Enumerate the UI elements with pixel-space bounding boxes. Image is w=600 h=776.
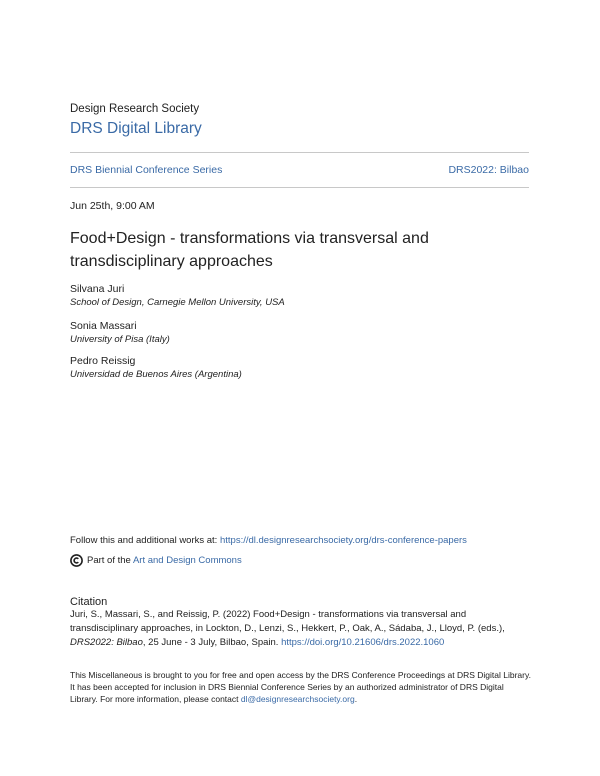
citation-heading: Citation xyxy=(70,596,108,608)
part-of-prefix: Part of the xyxy=(87,555,133,566)
art-design-commons-link[interactable]: Art and Design Commons xyxy=(132,555,242,566)
author-name: Silvana Juri xyxy=(70,283,125,295)
author-name: Pedro Reissig xyxy=(70,355,136,367)
divider-top xyxy=(70,152,529,153)
citation-dates: , 25 June - 3 July, Bilbao, Spain. xyxy=(142,637,282,648)
series-link[interactable]: DRS Biennial Conference Series xyxy=(70,164,223,176)
doi-link[interactable]: https://doi.org/10.21606/drs.2022.1060 xyxy=(281,637,445,648)
session-date: Jun 25th, 9:00 AM xyxy=(70,200,155,212)
access-notice xyxy=(70,669,532,705)
author-name: Sonia Massari xyxy=(70,320,137,332)
notice-end: . xyxy=(354,694,358,704)
author-affiliation: University of Pisa (Italy) xyxy=(70,334,170,345)
collection-url-link[interactable]: https://dl.designresearchsociety.org/drs-conference-papers xyxy=(219,535,467,546)
author-affiliation: School of Design, Carnegie Mellon University, USA xyxy=(70,297,285,308)
citation-text xyxy=(70,608,532,650)
society-name: Design Research Society xyxy=(70,103,200,115)
paper-title: Food+Design - transformations via transversal and transdisciplinary approaches xyxy=(70,230,429,270)
contact-email-link[interactable]: dl@designresearchsociety.org xyxy=(240,694,355,704)
creative-commons-icon xyxy=(70,554,83,567)
citation-body: Juri, S., Massari, S., and Reissig, P. (2022) Food+Design - transformations via transversal and transdisciplinary approaches, in Lockton, D., Lenzi, S., Hekkert, P., Oak, A., Sádaba, J., Lloyd, P. (eds.), xyxy=(70,609,505,634)
library-link[interactable]: DRS Digital Library xyxy=(70,120,202,137)
part-of-line xyxy=(70,554,242,567)
conference-link[interactable]: DRS2022: Bilbao xyxy=(448,164,529,176)
citation-venue: DRS2022: Bilbao xyxy=(70,637,143,648)
notice-text: This Miscellaneous is brought to you for free and open access by the DRS Conference Proceedings at DRS Digital Library. It has been accepted for inclusion in DRS Biennial Conference Series by an authorized administrator of DRS Digital Library. For more information, please contact xyxy=(70,670,531,704)
follow-prefix: Follow this and additional works at: xyxy=(70,535,220,546)
divider-bottom xyxy=(70,187,529,188)
author-affiliation: Universidad de Buenos Aires (Argentina) xyxy=(70,369,242,380)
follow-line xyxy=(70,535,467,546)
